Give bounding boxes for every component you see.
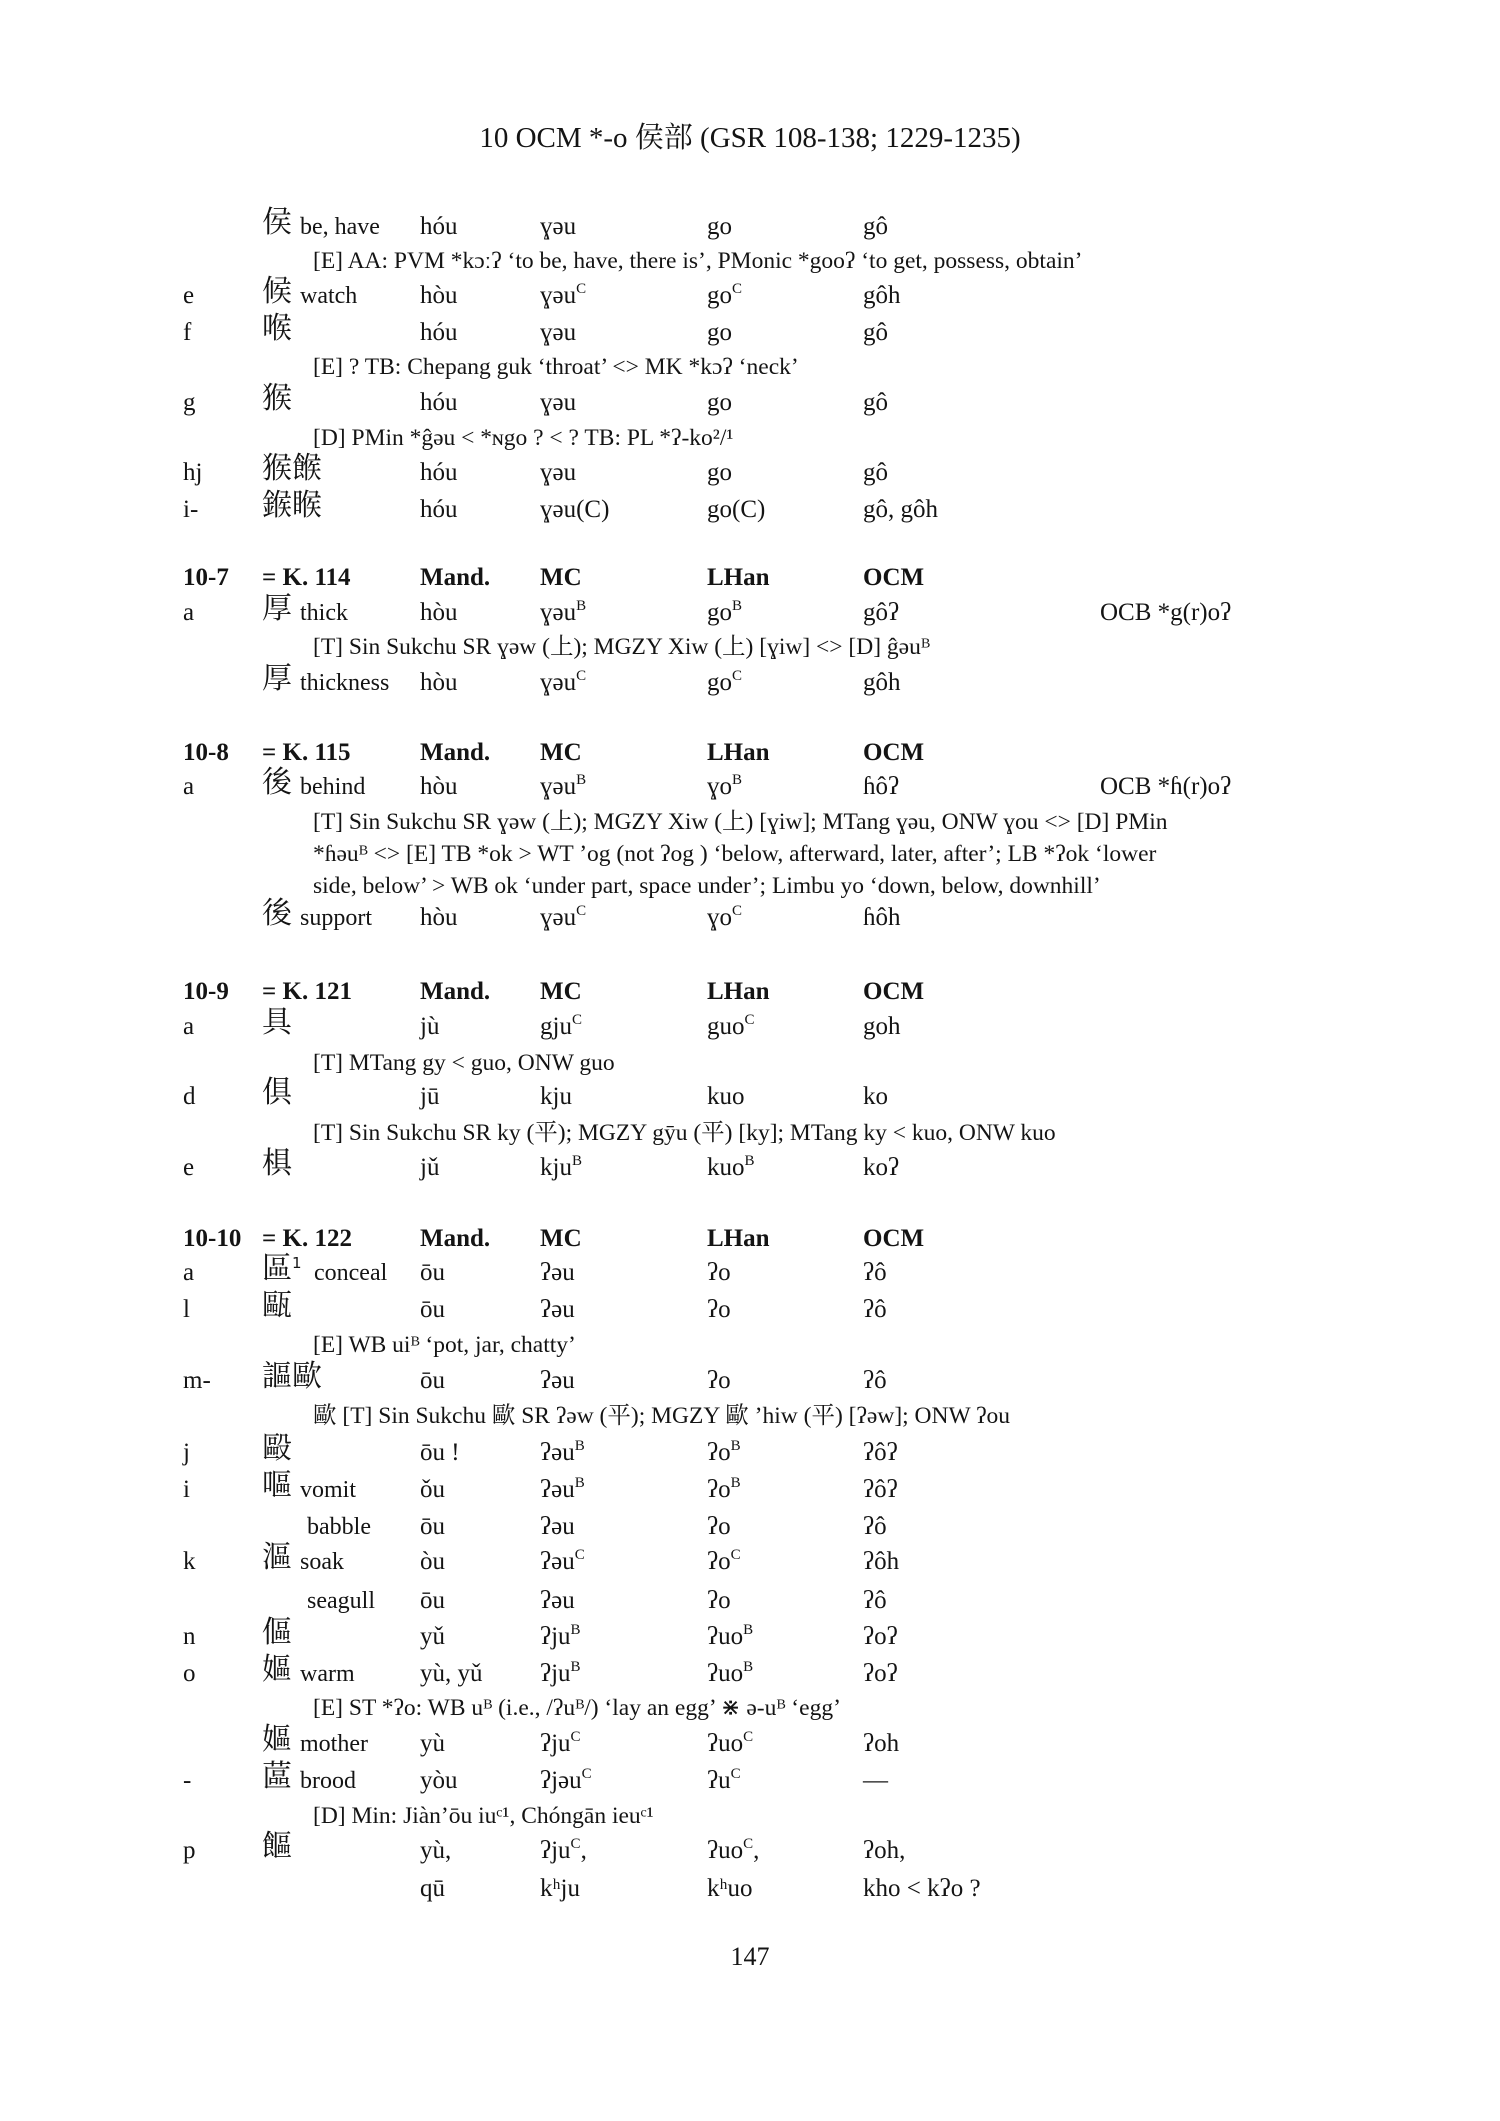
section-number: 10-7 <box>183 564 229 591</box>
ocm-reading: gô <box>863 389 888 416</box>
middle-chinese-reading: gju$^C$ <box>540 1012 582 1040</box>
etymology-note: *ɦəuᴮ <> [E] TB *ok > WT ’og (not ʔog ) ‘below, afterward, later, after’; LB *ʔok ‘lower <box>313 841 1157 867</box>
entry-character: 俱 <box>262 1075 292 1110</box>
superscript: C <box>743 1836 754 1852</box>
mandarin-reading: yòu <box>420 1767 458 1794</box>
mandarin-reading: yǔ <box>420 1623 445 1650</box>
entry-character: 甌 <box>262 1288 292 1323</box>
column-header: Mand. <box>420 564 491 591</box>
superscript: C <box>732 668 743 684</box>
column-header: MC <box>540 1225 582 1252</box>
ocm-reading: ʔoh <box>863 1730 900 1757</box>
entry-gloss: thickness <box>300 670 390 696</box>
entry-character: 傴 <box>262 1615 292 1650</box>
mandarin-reading: hóu <box>420 496 458 523</box>
ocm-reading: ʔôʔ <box>863 1439 898 1466</box>
mandarin-reading: hóu <box>420 389 458 416</box>
etymology-note: [T] Sin Sukchu SR ɣəw (上); MGZY Xiw (上) [ɣiw]; MTang ɣəu, ONW ɣou <> [D] PMin <box>313 809 1168 835</box>
ocm-reading: ɦôh <box>863 904 901 931</box>
later-han-reading: go(C) <box>707 496 766 523</box>
mandarin-reading: hòu <box>420 282 458 309</box>
mandarin-reading: hòu <box>420 904 458 931</box>
etymology-note: [T] MTang gy < guo, ONW guo <box>313 1050 615 1076</box>
ocb-reading: OCB *g(r)oʔ <box>1100 599 1232 626</box>
later-han-reading: go <box>707 459 732 486</box>
column-header: Mand. <box>420 1225 491 1252</box>
column-header: LHan <box>707 564 770 591</box>
etymology-note: [E] ? TB: Chepang guk ‘throat’ <> MK *kɔʔ ‘neck’ <box>313 354 799 380</box>
section-reference: = K. 114 <box>262 564 351 591</box>
column-header: OCM <box>863 1225 925 1252</box>
entry-letter: d <box>183 1083 196 1110</box>
superscript: B <box>732 598 743 614</box>
entry-character: 椇 <box>262 1146 292 1181</box>
middle-chinese-reading: ɣəu <box>540 319 577 346</box>
superscript: C <box>581 1766 592 1782</box>
entry-letter: a <box>183 599 195 626</box>
entry-letter: hj <box>183 459 203 486</box>
middle-chinese-reading: ʔju$^B$ <box>540 1659 581 1687</box>
later-han-reading: ʔuo$^C$, <box>707 1836 760 1864</box>
ocm-reading: ʔoʔ <box>863 1660 898 1687</box>
ocm-reading: ʔoʔ <box>863 1623 898 1650</box>
column-header: LHan <box>707 739 770 766</box>
superscript: B <box>570 1622 581 1638</box>
etymology-note: [D] PMin *ĝəu < *ɴgo ? < ? TB: PL *ʔ-ko²/¹ <box>313 425 734 451</box>
entry-character: 猴 <box>262 381 292 416</box>
later-han-reading: ʔuo$^C$ <box>707 1729 754 1757</box>
entry-gloss: seagull <box>307 1588 375 1614</box>
superscript: C <box>732 903 743 919</box>
entry-character: 具 <box>262 1005 292 1040</box>
superscript: B <box>744 1153 755 1169</box>
entry-character: 毆 <box>262 1431 292 1466</box>
entry-letter: l <box>183 1296 190 1323</box>
ocm-reading: ʔô <box>863 1259 887 1286</box>
superscript: B <box>574 1475 585 1491</box>
later-han-reading: $go^B$ <box>707 598 743 626</box>
mandarin-reading: ōu <box>420 1587 445 1614</box>
superscript: 1 <box>292 1254 302 1272</box>
entry-gloss: soak <box>300 1549 344 1575</box>
section-number: 10-8 <box>183 739 229 766</box>
middle-chinese-reading: kju <box>540 1083 572 1110</box>
column-header: MC <box>540 564 582 591</box>
later-han-reading: guo$^C$ <box>707 1012 755 1040</box>
etymology-note: [T] Sin Sukchu SR ɣəw (上); MGZY Xiw (上) [ɣiw] <> [D] ĝəuᴮ <box>313 634 930 660</box>
mandarin-reading: hòu <box>420 599 458 626</box>
entry-character: 後 <box>262 896 292 931</box>
middle-chinese-reading: ʔəu <box>540 1259 575 1286</box>
superscript: C <box>576 281 587 297</box>
middle-chinese-reading: ɣəu(C) <box>540 496 610 523</box>
superscript: B <box>571 1153 582 1169</box>
column-header: MC <box>540 739 582 766</box>
ocm-reading: gô, gôh <box>863 496 938 523</box>
entry-letter: a <box>183 1013 195 1040</box>
ocm-reading: gô <box>863 213 888 240</box>
entry-letter: e <box>183 1154 195 1181</box>
later-han-reading: $go^C$ <box>707 281 743 309</box>
ocm-reading: ko <box>863 1083 888 1110</box>
mandarin-reading: ōu <box>420 1259 445 1286</box>
column-header: Mand. <box>420 739 491 766</box>
superscript: C <box>730 1766 741 1782</box>
superscript: B <box>743 1659 754 1675</box>
middle-chinese-reading: ʔəu <box>540 1296 575 1323</box>
entry-gloss: support <box>300 905 372 931</box>
entry-letter: k <box>183 1548 196 1575</box>
middle-chinese-reading: ɣəu$^C$ <box>540 903 587 931</box>
entry-character: 饇 <box>262 1829 292 1864</box>
mandarin-reading: hòu <box>420 669 458 696</box>
middle-chinese-reading: ʔju$^C$, <box>540 1836 587 1864</box>
mandarin-reading: ōu <box>420 1513 445 1540</box>
mandarin-reading: hóu <box>420 459 458 486</box>
entry-letter: j <box>183 1439 190 1466</box>
entry-letter: - <box>183 1767 192 1794</box>
mandarin-reading: jū <box>420 1083 440 1110</box>
superscript: C <box>730 1547 741 1563</box>
middle-chinese-reading: ɣəu$^B$ <box>540 772 587 800</box>
ocm-reading: — <box>863 1767 888 1794</box>
section-reference: = K. 122 <box>262 1225 352 1252</box>
entry-character: 嫗 <box>262 1652 292 1687</box>
later-han-reading: ʔo <box>707 1587 731 1614</box>
entry-letter: a <box>183 773 195 800</box>
ocm-reading: ʔoh, <box>863 1837 906 1864</box>
entry-letter: i- <box>183 496 199 523</box>
middle-chinese-reading: ʔəu$^B$ <box>540 1475 585 1503</box>
entry-character: 厚 <box>262 591 292 626</box>
ocm-reading: ʔô <box>863 1296 887 1323</box>
entry-gloss: brood <box>300 1768 356 1794</box>
section-reference: = K. 121 <box>262 978 352 1005</box>
etymology-note: [T] Sin Sukchu SR ky (平); MGZY gȳu (平) [ky]; MTang ky < kuo, ONW kuo <box>313 1120 1056 1146</box>
superscript: B <box>576 772 587 788</box>
middle-chinese-reading: ɣəu$^C$ <box>540 281 587 309</box>
entry-gloss: watch <box>300 283 358 309</box>
page-number: 147 <box>730 1942 770 1971</box>
ocm-reading: gô <box>863 319 888 346</box>
superscript: B <box>576 598 587 614</box>
superscript: B <box>574 1438 585 1454</box>
superscript: B <box>732 772 743 788</box>
ocm-reading: ɦôʔ <box>863 773 900 800</box>
entry-gloss: behind <box>300 774 366 800</box>
middle-chinese-reading: ʔjəu$^C$ <box>540 1766 592 1794</box>
entry-letter: m- <box>183 1367 211 1394</box>
superscript: C <box>576 668 587 684</box>
mandarin-reading: ǒu <box>420 1476 445 1503</box>
ocm-reading: ʔô <box>863 1587 887 1614</box>
section-number: 10-10 <box>183 1225 242 1252</box>
ocm-reading: ʔô <box>863 1367 887 1394</box>
later-han-reading: ɣo$^B$ <box>707 772 743 800</box>
later-han-reading: ʔo <box>707 1513 731 1540</box>
later-han-reading: ʔuo$^B$ <box>707 1622 754 1650</box>
mandarin-reading: yù <box>420 1730 445 1757</box>
entry-gloss: warm <box>300 1661 355 1687</box>
middle-chinese-reading: ʔəu <box>540 1587 575 1614</box>
column-header: LHan <box>707 1225 770 1252</box>
later-han-reading: $go^C$ <box>707 668 743 696</box>
middle-chinese-reading: ʔəu <box>540 1513 575 1540</box>
entry-character: 喉 <box>262 311 292 346</box>
mandarin-reading: yù, yǔ <box>420 1660 483 1687</box>
entry-letter: o <box>183 1660 196 1687</box>
ocm-reading: gôh <box>863 282 901 309</box>
later-han-reading: go <box>707 389 732 416</box>
entry-gloss: babble <box>307 1514 371 1540</box>
etymology-note: 歐 [T] Sin Sukchu 歐 SR ʔəw (平); MGZY 歐 ʼhiw (平) [ʔəw]; ONW ʔou <box>313 1403 1011 1429</box>
superscript: C <box>744 1012 755 1028</box>
later-han-reading: ʔo$^C$ <box>707 1547 741 1575</box>
middle-chinese-reading: ʔəu$^B$ <box>540 1438 585 1466</box>
mandarin-reading: jù <box>420 1013 440 1040</box>
superscript: B <box>570 1659 581 1675</box>
superscript: B <box>730 1438 741 1454</box>
entry-character: 漚 <box>262 1540 292 1575</box>
entry-character: 謳歐 <box>262 1359 322 1394</box>
middle-chinese-reading: ʔju$^B$ <box>540 1622 581 1650</box>
ocm-reading: ʔôh <box>863 1548 900 1575</box>
ocm-reading: ʔô <box>863 1513 887 1540</box>
ocm-reading: koʔ <box>863 1154 900 1181</box>
section-reference: = K. 115 <box>262 739 351 766</box>
column-header: LHan <box>707 978 770 1005</box>
mandarin-reading: ōu <box>420 1367 445 1394</box>
middle-chinese-reading: ɣəu$^C$ <box>540 668 587 696</box>
entry-character: 區$^1$ <box>262 1251 302 1286</box>
later-han-reading: ʔuo$^B$ <box>707 1659 754 1687</box>
ocm-reading: goh <box>863 1013 901 1040</box>
superscript: C <box>576 903 587 919</box>
entry-character: 嫗 <box>262 1722 292 1757</box>
superscript: C <box>732 281 743 297</box>
entry-letter: i <box>183 1476 190 1503</box>
page-title: 10 OCM *-o 侯部 (GSR 108-138; 1229-1235) <box>479 122 1021 154</box>
column-header: OCM <box>863 564 925 591</box>
entry-gloss: conceal <box>314 1260 388 1286</box>
section-number: 10-9 <box>183 978 229 1005</box>
later-han-reading: kuo <box>707 1083 745 1110</box>
superscript: B <box>743 1622 754 1638</box>
middle-chinese-reading: ʔəu <box>540 1367 575 1394</box>
ocm-reading: kho < kʔo ? <box>863 1875 981 1902</box>
later-han-reading: ʔo$^B$ <box>707 1475 741 1503</box>
entry-letter: g <box>183 389 196 416</box>
mandarin-reading: òu <box>420 1548 445 1575</box>
mandarin-reading: jǔ <box>420 1154 440 1181</box>
entry-character: 蓲 <box>262 1759 292 1794</box>
ocm-reading: gôʔ <box>863 599 900 626</box>
middle-chinese-reading: kju$^B$ <box>540 1153 582 1181</box>
entry-letter: n <box>183 1623 196 1650</box>
entry-gloss: mother <box>300 1731 368 1757</box>
etymology-note: side, below’ > WB ok ‘under part, space under’; Limbu yo ‘down, below, downhill’ <box>313 873 1101 899</box>
superscript: C <box>571 1012 582 1028</box>
etymology-note: [E] ST *ʔo: WB uᴮ (i.e., /ʔuᴮ/) ‘lay an egg’ ⋇ ə-uᴮ ‘egg’ <box>313 1695 841 1721</box>
superscript: C <box>570 1836 581 1852</box>
later-han-reading: kuo$^B$ <box>707 1153 755 1181</box>
middle-chinese-reading: kʰju <box>540 1875 580 1902</box>
later-han-reading: ɣo$^C$ <box>707 903 743 931</box>
superscript: C <box>743 1729 754 1745</box>
entry-gloss: be, have <box>300 214 380 240</box>
superscript: C <box>570 1729 581 1745</box>
middle-chinese-reading: ʔju$^C$ <box>540 1729 581 1757</box>
later-han-reading: ʔo <box>707 1296 731 1323</box>
mandarin-reading: qū <box>420 1875 445 1902</box>
mandarin-reading: ōu ! <box>420 1439 460 1466</box>
column-header: Mand. <box>420 978 491 1005</box>
middle-chinese-reading: ɣəu$^B$ <box>540 598 587 626</box>
entry-character: 候 <box>262 274 292 309</box>
later-han-reading: ʔo <box>707 1367 731 1394</box>
ocm-reading: ʔôʔ <box>863 1476 898 1503</box>
later-han-reading: go <box>707 319 732 346</box>
middle-chinese-reading: ɣəu <box>540 213 577 240</box>
entry-character: 後 <box>262 765 292 800</box>
mandarin-reading: hòu <box>420 773 458 800</box>
ocb-reading: OCB *ɦ(r)oʔ <box>1100 773 1232 800</box>
entry-character: 猴餱 <box>262 451 322 486</box>
middle-chinese-reading: ʔəu$^C$ <box>540 1547 585 1575</box>
mandarin-reading: hóu <box>420 213 458 240</box>
middle-chinese-reading: ɣəu <box>540 389 577 416</box>
etymology-note: [E] WB uiᴮ ‘pot, jar, chatty’ <box>313 1332 576 1358</box>
column-header: OCM <box>863 739 925 766</box>
entry-letter: e <box>183 282 195 309</box>
entry-character: 侯 <box>262 205 292 240</box>
later-han-reading: kʰuo <box>707 1875 753 1902</box>
etymology-note: [D] Min: Jiàn’ōu iuᶜ¹, Chóngān ieuᶜ¹ <box>313 1803 654 1829</box>
entry-character: 嘔 <box>262 1468 292 1503</box>
later-han-reading: ʔo <box>707 1259 731 1286</box>
entry-letter: a <box>183 1259 195 1286</box>
entry-character: 鍭睺 <box>262 488 322 523</box>
entry-letter: p <box>183 1837 196 1864</box>
ocm-reading: gô <box>863 459 888 486</box>
column-header: OCM <box>863 978 925 1005</box>
entry-gloss: vomit <box>300 1477 357 1503</box>
later-han-reading: go <box>707 213 732 240</box>
entry-character: 厚 <box>262 661 292 696</box>
superscript: B <box>730 1475 741 1491</box>
later-han-reading: ʔo$^B$ <box>707 1438 741 1466</box>
entry-letter: f <box>183 319 192 346</box>
column-header: MC <box>540 978 582 1005</box>
ocm-reading: gôh <box>863 669 901 696</box>
etymology-note: [E] AA: PVM *kɔːʔ ‘to be, have, there is’, PMonic *gooʔ ‘to get, possess, obtain’ <box>313 248 1083 274</box>
entry-gloss: thick <box>300 600 348 626</box>
middle-chinese-reading: ɣəu <box>540 459 577 486</box>
later-han-reading: ʔu$^C$ <box>707 1766 741 1794</box>
mandarin-reading: ōu <box>420 1296 445 1323</box>
mandarin-reading: yù, <box>420 1837 452 1864</box>
superscript: C <box>574 1547 585 1563</box>
mandarin-reading: hóu <box>420 319 458 346</box>
